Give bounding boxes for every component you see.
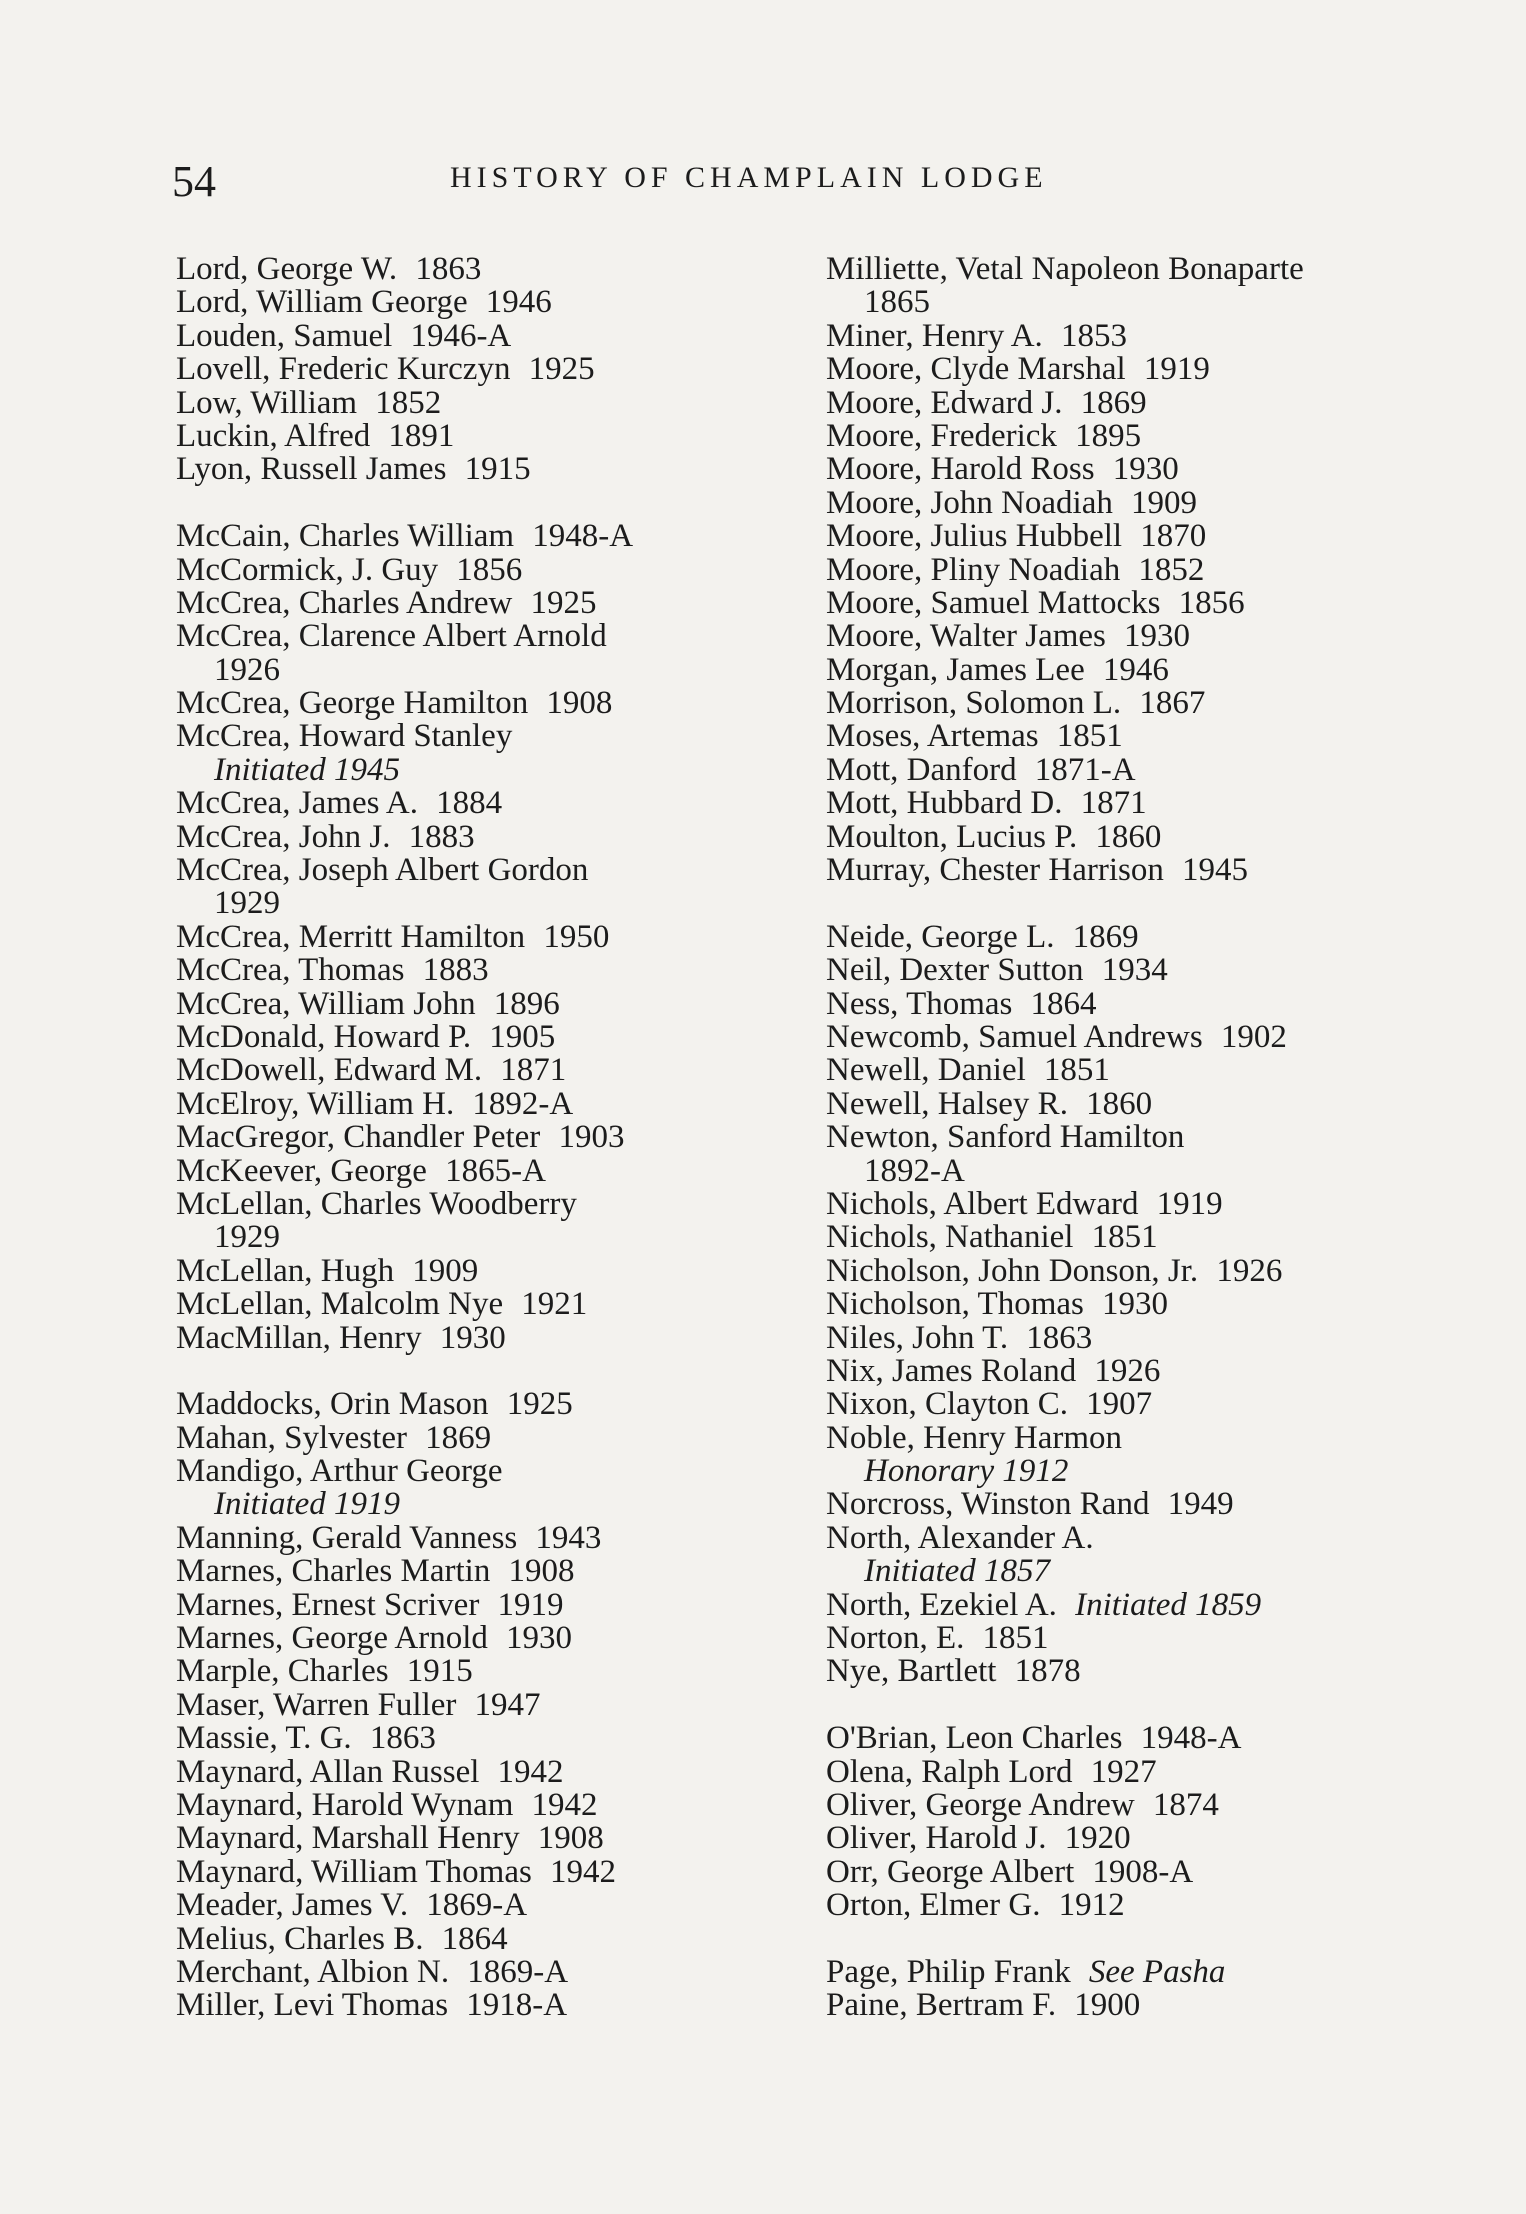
member-name: McCrea, James A. — [176, 785, 418, 822]
member-name: McElroy, William H. — [176, 1085, 455, 1122]
list-item — [176, 854, 756, 887]
member-name: McCrea, Joseph Albert Gordon — [176, 852, 589, 889]
list-item — [176, 687, 756, 720]
member-year: 1892-A — [864, 1152, 965, 1189]
member-year: 1863 — [369, 1720, 436, 1757]
list-item — [826, 1622, 1386, 1655]
list-item — [826, 1655, 1386, 1688]
list-item — [176, 985, 756, 1022]
member-name: Moulton, Lucius P. — [826, 818, 1078, 855]
list-item — [826, 353, 1386, 386]
list-item — [826, 954, 1386, 987]
section-gap — [176, 1355, 756, 1388]
list-item — [826, 1853, 1386, 1890]
member-name: Milliette, Vetal Napoleon Bonaparte — [826, 251, 1304, 287]
member-name: Luckin, Alfred — [176, 417, 371, 454]
list-item — [176, 1252, 756, 1289]
list-item — [826, 1121, 1386, 1154]
member-name: McLellan, Charles Woodberry — [176, 1185, 577, 1222]
member-year: 1892-A — [472, 1085, 574, 1122]
list-item — [176, 1121, 756, 1154]
member-name: Nicholson, John Donson, Jr. — [826, 1252, 1199, 1289]
member-name: Neil, Dexter Sutton — [826, 952, 1084, 989]
member-year: 1878 — [1014, 1653, 1081, 1690]
member-year: 1927 — [1090, 1753, 1157, 1790]
member-name: Orr, George Albert — [826, 1853, 1075, 1890]
member-year: 1905 — [489, 1018, 556, 1055]
list-item — [176, 818, 756, 855]
member-name: MacGregor, Chandler Peter — [176, 1119, 541, 1156]
member-name: Neide, George L. — [826, 918, 1055, 955]
member-year: 1869 — [425, 1419, 492, 1456]
member-year: 1947 — [474, 1686, 541, 1723]
member-year: 1851 — [1091, 1219, 1158, 1256]
member-name: Nix, James Roland — [826, 1352, 1077, 1389]
member-year: 1907 — [1086, 1386, 1153, 1423]
member-name: McDowell, Edward M. — [176, 1052, 483, 1089]
list-item — [826, 317, 1386, 354]
member-year: 1908 — [546, 685, 613, 722]
list-item — [176, 1953, 756, 1990]
member-year: 1864 — [441, 1920, 508, 1957]
member-name: Norton, E. — [826, 1620, 965, 1657]
member-year: 1869 — [1080, 384, 1147, 421]
member-name: Orton, Elmer G. — [826, 1887, 1041, 1924]
list-item — [826, 1252, 1386, 1289]
member-name: McCain, Charles William — [176, 518, 515, 555]
member-year: 1863 — [415, 251, 482, 287]
member-note: Initiated 1945 — [214, 751, 401, 788]
member-name: Lord, William George — [176, 284, 468, 321]
member-year: 1950 — [543, 918, 610, 955]
member-year: 1929 — [214, 1219, 280, 1256]
member-year: 1856 — [456, 551, 523, 588]
member-note: Initiated 1919 — [214, 1486, 401, 1523]
member-name: Mott, Hubbard D. — [826, 785, 1063, 822]
member-name: Moore, Edward J. — [826, 384, 1063, 421]
list-item — [826, 551, 1386, 588]
member-year: 1934 — [1101, 952, 1168, 989]
member-note: Honorary 1912 — [864, 1453, 1069, 1490]
member-year: 1851 — [1056, 718, 1123, 755]
right-column — [826, 253, 1386, 2023]
member-name: Mott, Danford — [826, 751, 1017, 788]
list-item — [826, 1822, 1386, 1855]
member-name: Maynard, Marshall Henry — [176, 1820, 520, 1857]
member-year: 1926 — [1094, 1352, 1161, 1389]
member-name: Morrison, Solomon L. — [826, 685, 1122, 722]
member-name: Maynard, William Thomas — [176, 1853, 532, 1890]
member-name: Moore, Harold Ross — [826, 451, 1095, 488]
member-year: 1909 — [1131, 484, 1198, 521]
list-item — [176, 1853, 756, 1890]
member-name: Niles, John T. — [826, 1319, 1009, 1356]
member-year: 1948-A — [1140, 1720, 1242, 1757]
member-name: McCrea, Clarence Albert Arnold — [176, 618, 607, 655]
member-name: Maynard, Allan Russel — [176, 1753, 480, 1790]
member-year: 1925 — [506, 1386, 573, 1423]
member-year: 1946 — [485, 284, 552, 321]
section-gap — [826, 887, 1386, 920]
member-year: 1864 — [1030, 985, 1097, 1022]
member-year: 1900 — [1074, 1987, 1141, 2024]
list-item — [176, 1555, 756, 1588]
member-name: McKeever, George — [176, 1152, 427, 1189]
member-year: 1921 — [521, 1286, 588, 1323]
list-item — [176, 1786, 756, 1823]
list-item — [826, 1722, 1386, 1755]
member-year: 1930 — [1102, 1286, 1169, 1323]
member-note: See Pasha — [1088, 1953, 1226, 1990]
member-year: 1860 — [1086, 1085, 1153, 1122]
member-year: 1912 — [1058, 1887, 1125, 1924]
member-note: Initiated 1857 — [864, 1553, 1051, 1590]
member-year: 1925 — [528, 351, 595, 388]
list-item — [826, 854, 1386, 887]
member-name: Page, Philip Frank — [826, 1953, 1071, 1990]
member-year: 1919 — [497, 1586, 564, 1623]
member-name: Maser, Warren Fuller — [176, 1686, 457, 1723]
member-year: 1891 — [388, 417, 455, 454]
list-item — [176, 353, 756, 386]
list-item — [826, 520, 1386, 553]
member-year: 1949 — [1167, 1486, 1234, 1523]
member-name: McCrea, Howard Stanley — [176, 718, 513, 755]
member-name: Nicholson, Thomas — [826, 1286, 1084, 1323]
member-year: 1945 — [1182, 852, 1248, 889]
member-name: Noble, Henry Harmon — [826, 1419, 1123, 1456]
list-item — [826, 1054, 1386, 1087]
list-item — [176, 1185, 756, 1222]
list-item — [176, 253, 756, 286]
member-year: 1915 — [406, 1653, 473, 1690]
member-name: Miller, Levi Thomas — [176, 1987, 449, 2024]
member-name: Moore, Samuel Mattocks — [826, 584, 1161, 621]
list-item — [826, 1519, 1386, 1556]
list-item — [176, 1288, 756, 1321]
list-item — [826, 484, 1386, 521]
list-item — [176, 453, 756, 486]
page-number: 54 — [172, 157, 216, 206]
member-year: 1908-A — [1092, 1853, 1194, 1890]
list-item — [176, 417, 756, 454]
member-year: 1920 — [1064, 1820, 1131, 1857]
entry-continuation — [826, 286, 1386, 319]
list-item — [826, 1419, 1386, 1456]
list-item — [176, 286, 756, 319]
member-name: Oliver, Harold J. — [826, 1820, 1047, 1857]
member-year: 1883 — [422, 952, 489, 989]
list-item — [826, 1953, 1386, 1990]
member-name: McCrea, Thomas — [176, 952, 405, 989]
entry-continuation — [826, 1555, 1386, 1588]
member-name: Maddocks, Orin Mason — [176, 1386, 489, 1423]
member-year: 1946-A — [410, 317, 512, 354]
list-item — [826, 985, 1386, 1022]
member-year: 1896 — [493, 985, 560, 1022]
entry-continuation — [826, 1152, 1386, 1189]
member-name: Nichols, Nathaniel — [826, 1219, 1074, 1256]
member-name: Morgan, James Lee — [826, 651, 1085, 688]
list-item — [826, 417, 1386, 454]
member-name: McCrea, George Hamilton — [176, 685, 529, 722]
list-item — [176, 1054, 756, 1087]
member-year: 1942 — [497, 1753, 564, 1790]
list-item — [176, 787, 756, 820]
member-year: 1915 — [464, 451, 531, 488]
member-name: Moore, Walter James — [826, 618, 1106, 655]
member-year: 1871 — [500, 1052, 567, 1089]
list-item — [826, 453, 1386, 486]
member-year: 1856 — [1178, 584, 1245, 621]
section-gap — [176, 487, 756, 520]
list-item — [826, 253, 1386, 286]
member-name: Newton, Sanford Hamilton — [826, 1119, 1185, 1156]
list-item — [826, 1352, 1386, 1389]
entry-continuation — [176, 887, 756, 920]
list-item — [176, 620, 756, 653]
list-item — [176, 1319, 756, 1356]
member-year: 1902 — [1220, 1018, 1287, 1055]
member-year: 1926 — [1216, 1252, 1283, 1289]
member-name: Miner, Henry A. — [826, 317, 1043, 354]
member-year: 1865-A — [445, 1152, 546, 1189]
member-year: 1863 — [1026, 1319, 1093, 1356]
member-name: McLellan, Hugh — [176, 1252, 395, 1289]
list-item — [176, 1722, 756, 1755]
list-item — [826, 720, 1386, 753]
member-name: Moore, Julius Hubbell — [826, 518, 1123, 555]
section-gap — [826, 1689, 1386, 1722]
member-name: McCrea, Charles Andrew — [176, 584, 513, 621]
list-item — [176, 1622, 756, 1655]
member-name: Moore, John Noadiah — [826, 484, 1113, 521]
member-name: Marple, Charles — [176, 1653, 389, 1690]
list-item — [176, 384, 756, 421]
member-note: Initiated 1859 — [1075, 1586, 1262, 1623]
list-item — [826, 1786, 1386, 1823]
member-name: Lyon, Russell James — [176, 451, 447, 488]
section-gap — [826, 1923, 1386, 1956]
member-name: O'Brian, Leon Charles — [826, 1720, 1123, 1757]
member-name: Oliver, George Andrew — [826, 1786, 1135, 1823]
list-item — [826, 818, 1386, 855]
member-name: Mandigo, Arthur George — [176, 1453, 503, 1490]
member-name: Newell, Daniel — [826, 1052, 1026, 1089]
list-item — [176, 1018, 756, 1055]
member-name: MacMillan, Henry — [176, 1319, 422, 1356]
list-item — [826, 918, 1386, 955]
member-name: McDonald, Howard P. — [176, 1018, 472, 1055]
list-item — [826, 1989, 1386, 2022]
member-year: 1930 — [1124, 618, 1191, 655]
member-year: 1946 — [1102, 651, 1169, 688]
member-name: Marnes, George Arnold — [176, 1620, 488, 1657]
member-name: Olena, Ralph Lord — [826, 1753, 1073, 1790]
list-item — [176, 1889, 756, 1922]
list-item — [176, 1388, 756, 1421]
member-year: 1903 — [558, 1119, 625, 1156]
member-year: 1852 — [1138, 551, 1205, 588]
member-name: McCrea, William John — [176, 985, 476, 1022]
member-year: 1871 — [1080, 785, 1147, 822]
list-item — [826, 1085, 1386, 1122]
list-item — [826, 687, 1386, 720]
entry-continuation — [826, 1455, 1386, 1488]
member-year: 1930 — [439, 1319, 506, 1356]
member-name: Merchant, Albion N. — [176, 1953, 450, 1990]
list-item — [176, 1655, 756, 1688]
left-column — [176, 253, 756, 2023]
member-year: 1851 — [1043, 1052, 1110, 1089]
member-name: Marnes, Ernest Scriver — [176, 1586, 480, 1623]
member-name: Moses, Artemas — [826, 718, 1039, 755]
list-item — [176, 720, 756, 753]
list-item — [176, 1152, 756, 1189]
list-item — [826, 787, 1386, 820]
member-name: Paine, Bertram F. — [826, 1987, 1057, 2024]
member-year: 1865 — [864, 284, 930, 321]
list-item — [826, 1586, 1386, 1623]
list-item — [176, 584, 756, 621]
member-name: Norcross, Winston Rand — [826, 1486, 1150, 1523]
member-year: 1943 — [535, 1519, 602, 1556]
member-name: Nichols, Albert Edward — [826, 1185, 1139, 1222]
member-name: Nye, Bartlett — [826, 1653, 997, 1690]
member-name: Maynard, Harold Wynam — [176, 1786, 514, 1823]
member-year: 1874 — [1152, 1786, 1219, 1823]
entry-continuation — [176, 751, 756, 788]
member-name: McCormick, J. Guy — [176, 551, 439, 588]
list-item — [176, 1455, 756, 1488]
member-year: 1908 — [508, 1553, 575, 1590]
member-name: Newcomb, Samuel Andrews — [826, 1018, 1203, 1055]
list-item — [176, 317, 756, 354]
member-name: McCrea, Merritt Hamilton — [176, 918, 526, 955]
list-item — [826, 1221, 1386, 1254]
member-year: 1929 — [214, 885, 280, 922]
member-year: 1867 — [1139, 685, 1206, 722]
member-name: Louden, Samuel — [176, 317, 393, 354]
list-item — [826, 1388, 1386, 1421]
member-year: 1908 — [537, 1820, 604, 1857]
member-name: Moore, Frederick — [826, 417, 1057, 454]
member-year: 1869-A — [426, 1887, 528, 1924]
member-name: Newell, Halsey R. — [826, 1085, 1068, 1122]
member-name: Lord, George W. — [176, 251, 398, 287]
running-head: HISTORY OF CHAMPLAIN LODGE — [450, 161, 1048, 194]
list-item — [176, 1419, 756, 1456]
member-name: McLellan, Malcolm Nye — [176, 1286, 504, 1323]
member-year: 1869-A — [467, 1953, 569, 1990]
entry-continuation — [176, 1488, 756, 1521]
list-item — [176, 551, 756, 588]
member-year: 1852 — [375, 384, 442, 421]
member-name: Melius, Charles B. — [176, 1920, 424, 1957]
list-item — [176, 918, 756, 955]
member-name: Moore, Pliny Noadiah — [826, 551, 1121, 588]
list-item — [176, 954, 756, 987]
list-item — [826, 1753, 1386, 1790]
member-name: Marnes, Charles Martin — [176, 1553, 491, 1590]
member-year: 1883 — [408, 818, 475, 855]
member-name: Ness, Thomas — [826, 985, 1013, 1022]
list-item — [176, 1085, 756, 1122]
member-year: 1871-A — [1034, 751, 1136, 788]
member-year: 1948-A — [532, 518, 634, 555]
list-item — [826, 384, 1386, 421]
member-name: North, Ezekiel A. — [826, 1586, 1057, 1623]
list-item — [826, 1319, 1386, 1356]
member-name: Low, William — [176, 384, 358, 421]
member-name: Murray, Chester Harrison — [826, 852, 1164, 889]
list-item — [826, 1288, 1386, 1321]
member-name: Lovell, Frederic Kurczyn — [176, 351, 511, 388]
member-year: 1851 — [982, 1620, 1049, 1657]
member-year: 1909 — [412, 1252, 479, 1289]
list-item — [826, 1889, 1386, 1922]
member-name: Manning, Gerald Vanness — [176, 1519, 518, 1556]
list-item — [826, 651, 1386, 688]
member-year: 1942 — [531, 1786, 598, 1823]
member-year: 1926 — [214, 651, 280, 688]
member-year: 1918-A — [466, 1987, 568, 2024]
member-name: Mahan, Sylvester — [176, 1419, 407, 1456]
list-item — [826, 1018, 1386, 1055]
member-year: 1853 — [1060, 317, 1127, 354]
entry-continuation — [176, 1221, 756, 1254]
member-year: 1930 — [1112, 451, 1179, 488]
list-item — [176, 1753, 756, 1790]
list-item — [176, 520, 756, 553]
list-item — [176, 1586, 756, 1623]
member-year: 1884 — [436, 785, 503, 822]
member-year: 1895 — [1075, 417, 1142, 454]
member-year: 1919 — [1143, 351, 1210, 388]
member-name: Massie, T. G. — [176, 1720, 352, 1757]
list-item — [826, 1488, 1386, 1521]
member-name: North, Alexander A. — [826, 1519, 1094, 1556]
list-item — [826, 620, 1386, 653]
member-year: 1930 — [506, 1620, 573, 1657]
list-item — [176, 1686, 756, 1723]
list-item — [826, 1185, 1386, 1222]
member-year: 1869 — [1072, 918, 1139, 955]
list-item — [826, 584, 1386, 621]
member-name: Nixon, Clayton C. — [826, 1386, 1069, 1423]
member-name: Moore, Clyde Marshal — [826, 351, 1126, 388]
list-item — [826, 751, 1386, 788]
member-name: Meader, James V. — [176, 1887, 409, 1924]
member-year: 1860 — [1095, 818, 1162, 855]
list-item — [176, 1822, 756, 1855]
member-year: 1925 — [530, 584, 597, 621]
member-name: McCrea, John J. — [176, 818, 391, 855]
list-item — [176, 1519, 756, 1556]
member-year: 1870 — [1140, 518, 1207, 555]
list-item — [176, 1920, 756, 1957]
member-year: 1942 — [549, 1853, 616, 1890]
list-item — [176, 1989, 756, 2022]
entry-continuation — [176, 651, 756, 688]
member-year: 1919 — [1156, 1185, 1223, 1222]
